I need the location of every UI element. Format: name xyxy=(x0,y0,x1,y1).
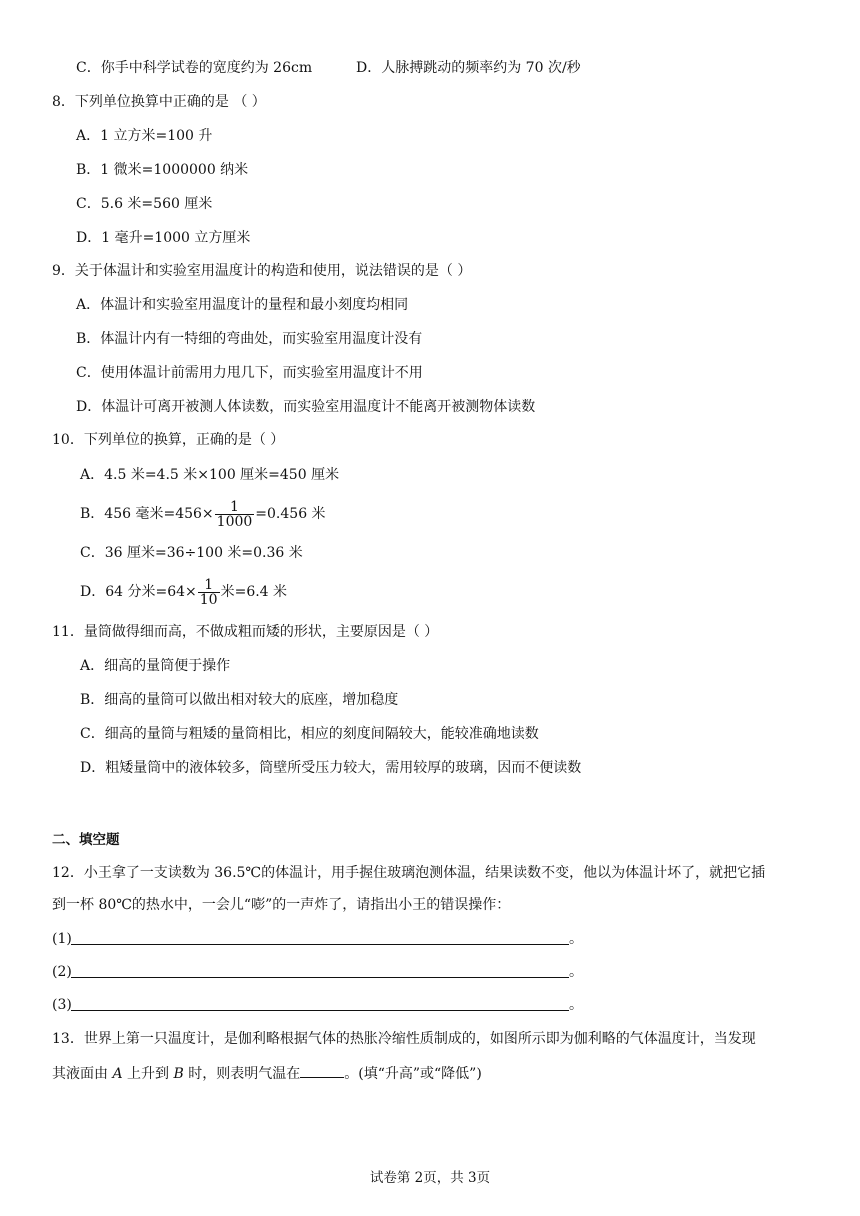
q13-stem-line1: 13．世界上第一只温度计，是伽利略根据气体的热胀冷缩性质制成的，如图所示即为伽利略的气体温度计，当发现 xyxy=(52,1031,756,1047)
q13-text-d: 。(填“升高”或“降低”) xyxy=(344,1066,482,1082)
q12-answer-line-2[interactable] xyxy=(71,977,569,978)
q10-option-d-suffix: 米=6.4 米 xyxy=(220,584,288,600)
q12-blank-1-period: 。 xyxy=(569,931,583,947)
q12-stem-line1: 12．小王拿了一支读数为 36.5℃的体温计，用手握住玻璃泡测体温，结果读数不变，他以为体温计坏了，就把它插 xyxy=(52,865,766,881)
fraction-1-1000 xyxy=(215,500,255,529)
q12-stem-line2: 到一杯 80℃的热水中，一会儿“嘭”的一声炸了，请指出小王的错误操作： xyxy=(52,897,511,913)
q9-option-d: D．体温计可离开被测人体读数，而实验室用温度计不能离开被测物体读数 xyxy=(76,399,536,415)
q7-option-d: D．人脉搏跳动的频率约为 70 次/秒 xyxy=(356,60,581,76)
q10-option-d xyxy=(80,574,287,610)
q9-option-b: B．体温计内有一特细的弯曲处，而实验室用温度计没有 xyxy=(76,331,423,347)
q12-blank-1-label: (1) xyxy=(52,931,72,947)
q10-option-c: C．36 厘米=36÷100 米=0.36 米 xyxy=(80,545,303,561)
q10-option-a: A．4.5 米=4.5 米×100 厘米=450 厘米 xyxy=(80,467,340,483)
q12-answer-line-3[interactable] xyxy=(71,1010,569,1011)
q10-option-d-prefix: D．64 分米=64× xyxy=(80,584,197,600)
q11-option-a: A．细高的量筒便于操作 xyxy=(80,658,231,674)
fraction-numerator: 1 xyxy=(215,500,255,515)
q7-option-c: C．你手中科学试卷的宽度约为 26cm xyxy=(76,60,313,76)
q12-answer-line-1[interactable] xyxy=(71,944,569,945)
fraction-denominator: 10 xyxy=(199,591,218,608)
q13-text-a: 其液面由 xyxy=(52,1066,113,1082)
q8-option-d: D．1 毫升=1000 立方厘米 xyxy=(76,230,251,246)
q13-point-b: B xyxy=(173,1066,184,1082)
fraction-numerator: 1 xyxy=(198,578,220,593)
q12-blank-2-period: 。 xyxy=(569,964,583,980)
q10-stem: 10．下列单位的换算，正确的是（ ） xyxy=(52,432,285,448)
q13-stem-line2 xyxy=(52,1064,482,1084)
q12-blank-3-period: 。 xyxy=(569,997,583,1013)
q8-option-a: A．1 立方米=100 升 xyxy=(76,128,213,144)
q9-option-c: C．使用体温计前需用力甩几下，而实验室用温度计不用 xyxy=(76,365,423,381)
q10-option-b xyxy=(80,496,326,532)
q8-stem: 8．下列单位换算中正确的是 （ ） xyxy=(52,94,266,110)
q8-option-c: C．5.6 米=560 厘米 xyxy=(76,196,213,212)
section-title-fill-in: 二、填空题 xyxy=(52,832,120,848)
q11-stem: 11．量筒做得细而高，不做成粗而矮的形状，主要原因是（ ） xyxy=(52,624,439,640)
q11-option-d: D．粗矮量筒中的液体较多，筒壁所受压力较大，需用较厚的玻璃，因而不便读数 xyxy=(80,760,582,776)
fraction-1-10 xyxy=(198,578,220,607)
q13-text-c: 时，则表明气温在 xyxy=(183,1066,301,1082)
q13-answer-blank[interactable] xyxy=(300,1065,344,1078)
q12-blank-2-label: (2) xyxy=(52,964,72,980)
fraction-denominator: 1000 xyxy=(216,513,253,530)
q12-blank-3-label: (3) xyxy=(52,997,72,1013)
q9-stem: 9．关于体温计和实验室用温度计的构造和使用，说法错误的是（ ） xyxy=(52,263,472,279)
q11-option-b: B．细高的量筒可以做出相对较大的底座，增加稳度 xyxy=(80,692,399,708)
q13-point-a: A xyxy=(112,1066,123,1082)
page-footer: 试卷第 2页，共 3页 xyxy=(369,1170,491,1186)
q13-text-b: 上升到 xyxy=(122,1066,174,1082)
q8-option-b: B．1 微米=1000000 纳米 xyxy=(76,162,249,178)
q10-option-b-prefix: B．456 毫米=456× xyxy=(80,506,214,522)
q10-option-b-suffix: =0.456 米 xyxy=(255,506,326,522)
q11-option-c: C．细高的量筒与粗矮的量筒相比，相应的刻度间隔较大，能较准确地读数 xyxy=(80,726,539,742)
q9-option-a: A．体温计和实验室用温度计的量程和最小刻度均相同 xyxy=(76,297,409,313)
